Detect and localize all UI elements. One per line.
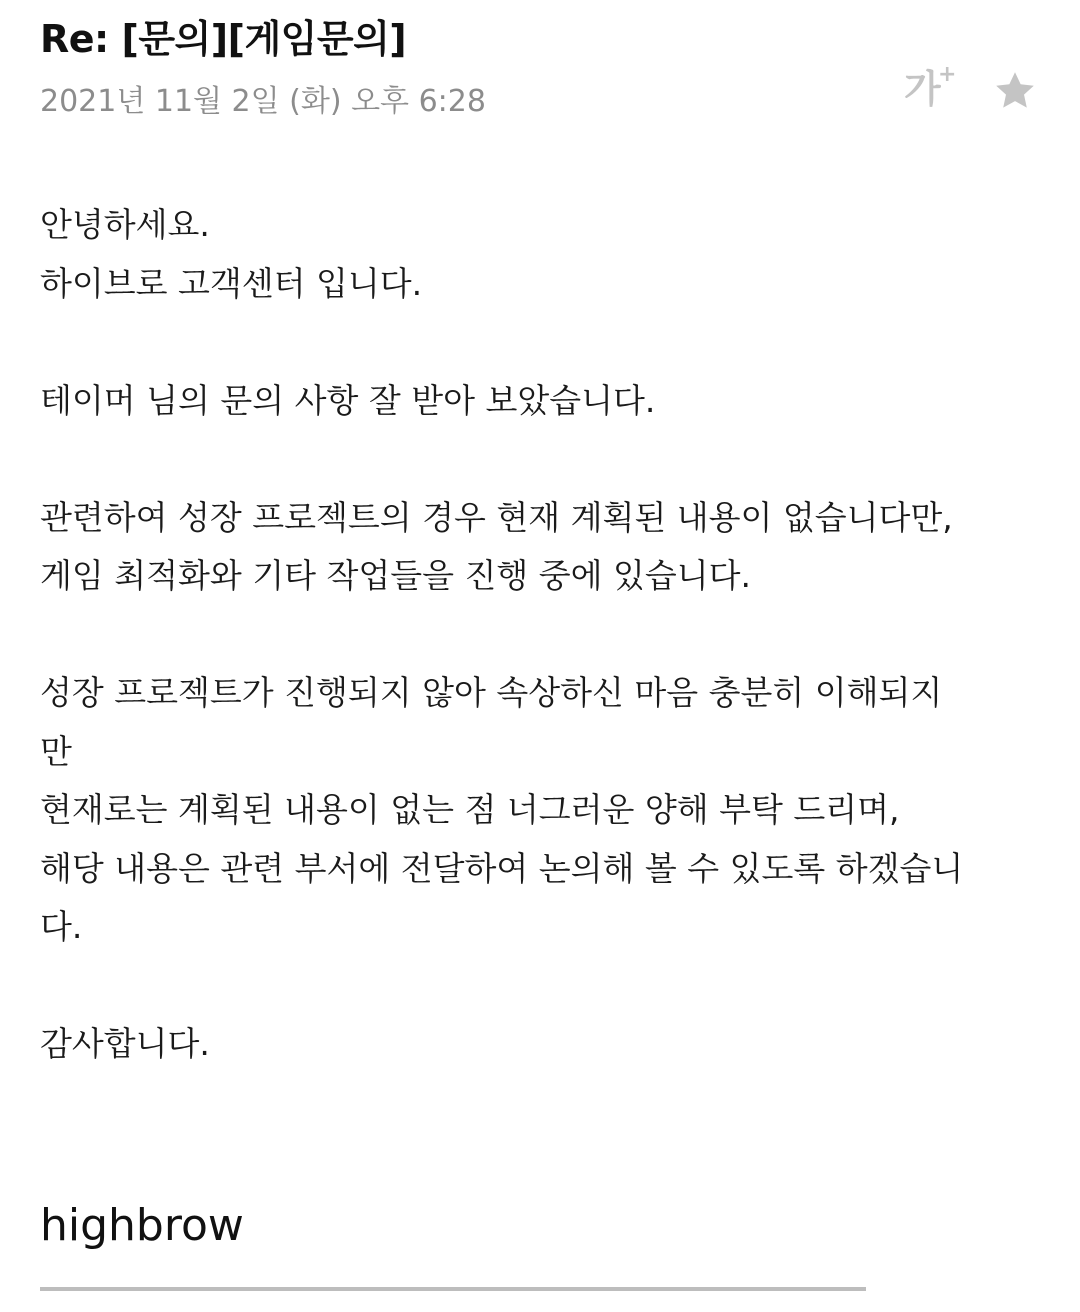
email-date: 2021년 11월 2일 (화) 오후 6:28 [40, 84, 486, 119]
font-size-button[interactable] [902, 62, 962, 122]
body-line: 감사합니다. [40, 1024, 210, 1063]
body-line: 다. [40, 907, 83, 946]
body-line: 성장 프로젝트가 진행되지 않아 속상하신 마음 충분히 이해되지 [40, 673, 943, 712]
font-size-plus-icon: + [938, 62, 957, 87]
favorite-star-button[interactable] [992, 68, 1044, 120]
signature-name: highbrow [40, 1200, 244, 1251]
signature-divider [40, 1287, 866, 1291]
blank-line [40, 313, 1050, 372]
body-line: 만 [40, 731, 72, 771]
body-line: 게임 최적화와 기타 작업들을 진행 중에 있습니다. [40, 556, 751, 595]
font-size-icon: 가 [904, 67, 941, 111]
star-icon [992, 68, 1038, 114]
blank-line [40, 430, 1050, 489]
body-line: 안녕하세요. [40, 205, 210, 244]
body-line: 하이브로 고객센터 입니다. [40, 263, 423, 303]
email-body [40, 196, 1050, 1074]
blank-line [40, 957, 1050, 1016]
blank-line [40, 606, 1050, 665]
body-line: 관련하여 성장 프로젝트의 경우 현재 계획된 내용이 없습니다만, [40, 497, 953, 537]
body-line: 해당 내용은 관련 부서에 전달하여 논의해 볼 수 있도록 하겠습니 [40, 848, 964, 888]
body-line: 테이머 님의 문의 사항 잘 받아 보았습니다. [40, 380, 656, 420]
body-line: 현재로는 계획된 내용이 없는 점 너그러운 양해 부탁 드리며, [40, 790, 900, 829]
email-subject: Re: [문의][게임문의] [40, 17, 407, 61]
email-header [40, 0, 1040, 130]
